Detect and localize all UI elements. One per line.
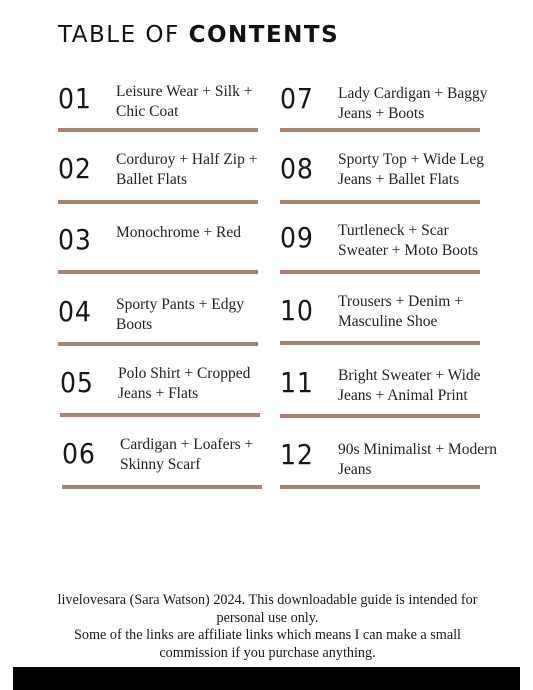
entry-label: Sporty Pants + Edgy Boots [116, 296, 245, 333]
entry-divider [280, 341, 480, 345]
entry-number: 12 [280, 438, 314, 471]
footer-disclaimer [40, 592, 495, 662]
title-prefix: TABLE OF [58, 22, 189, 48]
entry-number: 08 [280, 152, 314, 185]
entry-divider [60, 413, 260, 417]
entry-number: 07 [280, 82, 314, 115]
entry-label: Turtleneck + Scar Sweater + Moto Boots [338, 222, 479, 259]
entry-divider [58, 200, 258, 204]
entry-label: Sporty Top + Wide Leg Jeans + Ballet Flats [338, 151, 484, 188]
entry-number: 01 [58, 82, 92, 115]
entry-divider [62, 485, 262, 489]
entry-label: Bright Sweater + Wide Jeans + Animal Print [338, 367, 481, 404]
entry-label: Polo Shirt + Cropped Jeans + Flats [118, 365, 251, 402]
entry-divider [58, 270, 258, 274]
entry-number: 03 [58, 223, 92, 256]
entry-label: Leisure Wear + Silk + Chic Coat [116, 83, 253, 120]
entry-label: Corduroy + Half Zip + Ballet Flats [116, 151, 258, 188]
entry-number: 04 [58, 295, 92, 328]
entry-divider [280, 200, 480, 204]
entry-divider [280, 485, 480, 489]
bottom-bar [13, 667, 520, 690]
entry-number: 10 [280, 294, 314, 327]
footer-affiliate-note: Some of the links are affiliate links which means I can make a small commission if you purchase anything. [73, 627, 462, 661]
entry-number: 11 [280, 366, 314, 399]
entry-divider [280, 128, 480, 132]
entry-divider [58, 342, 258, 346]
entry-label: Trousers + Denim + Masculine Shoe [338, 293, 463, 330]
entry-label: Monochrome + Red [116, 224, 241, 241]
entry-number: 02 [58, 152, 92, 185]
entry-number: 05 [60, 366, 94, 399]
footer-copyright: livelovesara (Sara Watson) 2024. This downloadable guide is intended for personal use only. [57, 592, 478, 626]
entry-label: Cardigan + Loafers + Skinny Scarf [120, 436, 254, 473]
page-title [58, 22, 339, 48]
entry-divider [280, 270, 480, 274]
entry-number: 06 [62, 437, 96, 470]
title-emphasis: CONTENTS [188, 22, 340, 48]
entry-divider [280, 414, 480, 418]
entry-label: Lady Cardigan + Baggy Jeans + Boots [338, 85, 488, 122]
entry-label: 90s Minimalist + Modern Jeans [338, 441, 498, 478]
entry-number: 09 [280, 221, 314, 254]
entry-divider [58, 128, 258, 132]
